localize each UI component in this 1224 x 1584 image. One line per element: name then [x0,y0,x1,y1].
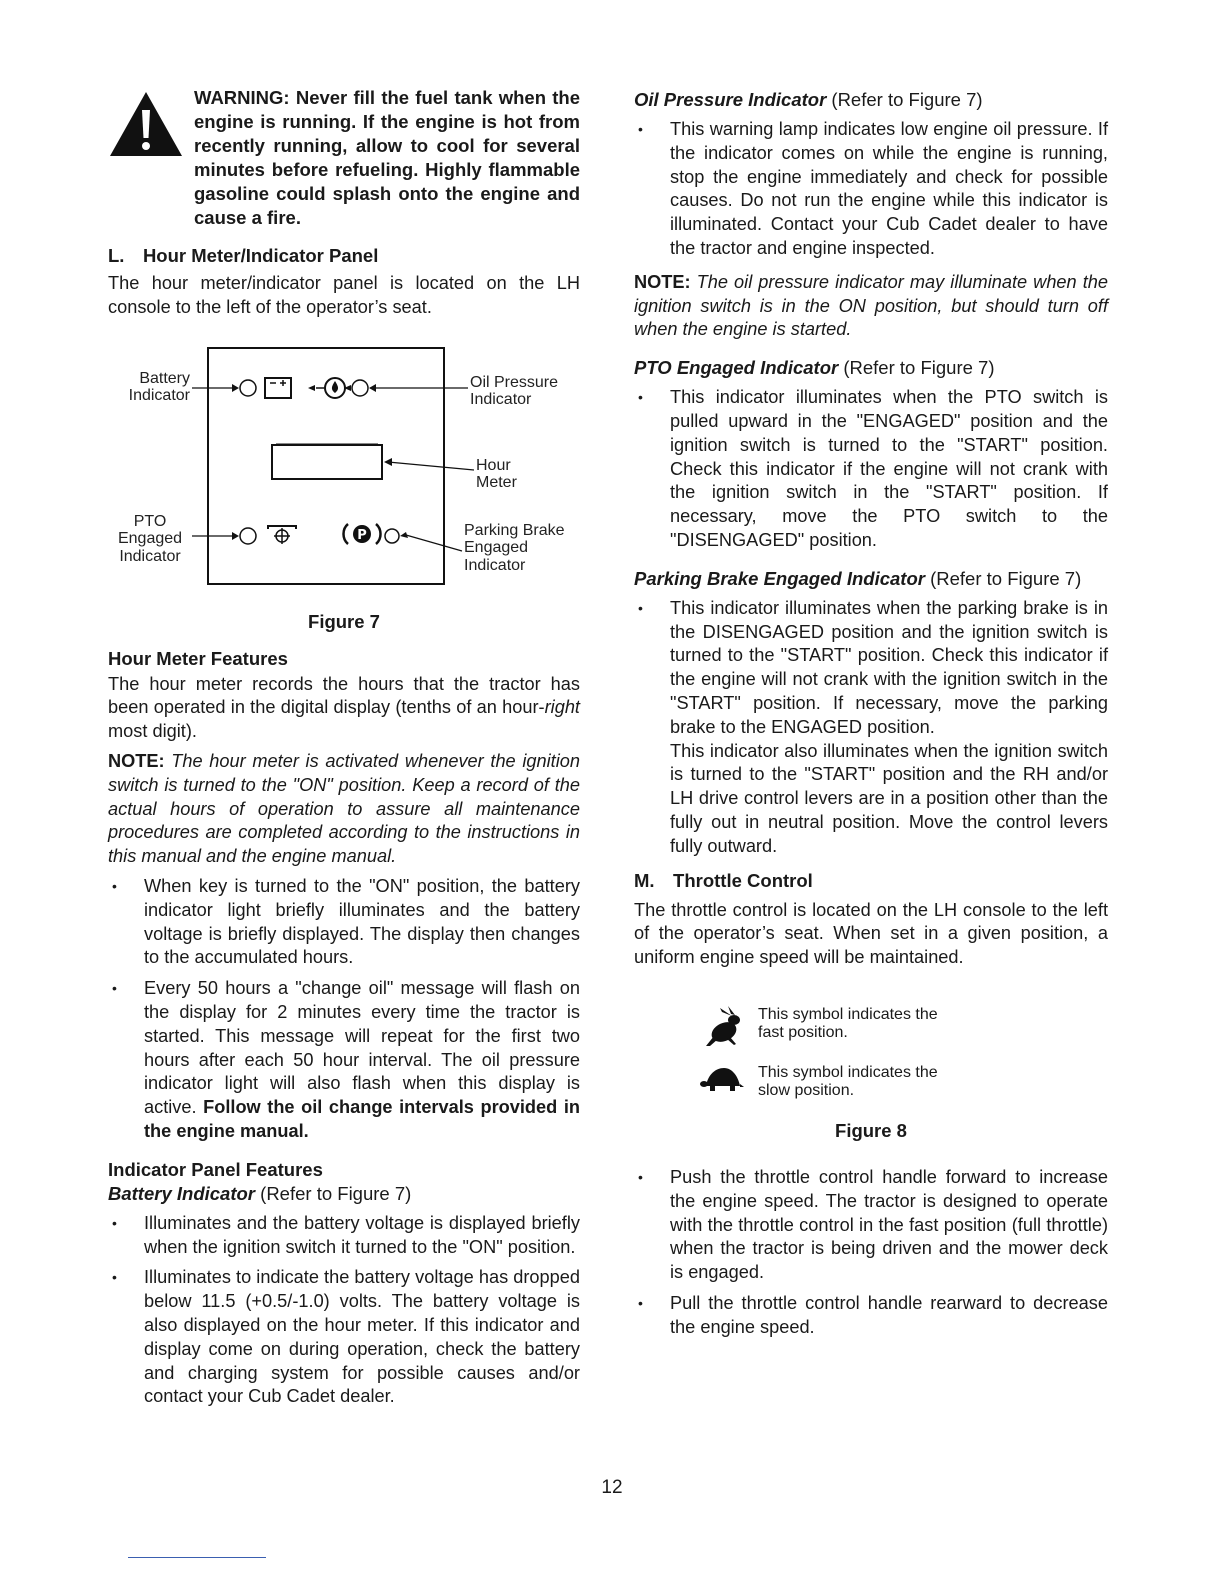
oil-pressure-note: NOTE: The oil pressure indicator may illuminate when the ignition switch is in the ON position, but should turn off when the engine is started. [634,271,1108,340]
oil-pressure-label: Oil Pressure Indicator [470,373,559,409]
section-l-heading: L. Hour Meter/Indicator Panel [108,245,379,266]
pto-engaged-label: PTO Engaged Indicator [117,512,183,565]
slow-symbol-text: This symbol indicates the slow position. [758,1063,938,1099]
figure-7-diagram [108,346,580,601]
indicator-panel-heading: Indicator Panel Features [108,1158,323,1180]
pto-bullets [634,386,1108,553]
section-m-heading: M. Throttle Control [634,869,813,891]
list-item: • Illuminates and the battery voltage is displayed briefly when the ignition switch it turned to the "ON" position. [108,1212,580,1260]
list-item: • This warning lamp indicates low engine oil pressure. If the indicator comes on while the engine is running, stop the engine immediately and check for possible causes. Do not run the engine while this indicator is illuminated. Contact your Cub Cadet dealer to have the tractor and engine inspected. [634,118,1108,261]
rabbit-icon [700,1006,744,1048]
fast-symbol-text: This symbol indicates the fast position. [758,1005,938,1041]
turtle-icon [700,1064,744,1094]
parking-brake-subhead: Parking Brake Engaged Indicator (Refer to Figure 7) [634,567,1082,589]
oil-pressure-subhead: Oil Pressure Indicator (Refer to Figure 7) [634,89,983,110]
list-item: • Push the throttle control handle forward to increase the engine speed. The tractor is designed to operate with the throttle control in the fast position (full throttle) when the tractor is being driven and the mower deck is engaged. [634,1166,1108,1285]
left-column [108,86,580,1409]
figure-8-caption: Figure 8 [835,1119,907,1141]
section-l-text: The hour meter/indicator panel is located on the LH console to the left of the operator’s seat. [108,273,580,317]
battery-indicator-label: Battery Indicator [128,369,190,405]
list-item: • Every 50 hours a "change oil" message will flash on the display for 2 minutes every time the tractor is started. This message will repeat for the first two hours after each 50 hour interval. The oil pressure indicator light will also flash when this display is active. Follow the oil change intervals provided in the engine manual. [108,977,580,1144]
parking-brake-label: Parking Brake Engaged Indicator [464,521,565,574]
svg-text:P: P [357,527,367,543]
oil-pressure-bullets [634,118,1108,261]
throttle-bullets [634,1166,1108,1340]
figure-7-caption: Figure 7 [308,610,380,632]
hour-meter-label: Hour Meter [476,456,517,492]
hour-meter-note: NOTE: The hour meter is activated whenever the ignition switch is turned to the "ON" position. Keep a record of the actual hours of operation to assure all maintenance procedures are completed according to the instructions in this manual and the engine manual. [108,750,580,867]
list-item: • Illuminates to indicate the battery voltage has dropped below 11.5 (+0.5/-1.0) volts. The battery voltage is also displayed on the hour meter. If this indicator and display come on during operation, check the battery and charging system for possible causes and/or contact your Cub Cadet dealer. [108,1266,580,1409]
section-m-text: The throttle control is located on the LH console to the left of the operator’s seat. When set in a given position, a uniform engine speed will be maintained. [634,899,1108,968]
list-item: • This indicator illuminates when the PTO switch is pulled upward in the "ENGAGED" position and the ignition switch is turned to the "START" position. Check this indicator if the engine will not crank with the ignition switch in the "START" position. If necessary, move the PTO switch to the "DISENGAGED" position. [634,386,1108,553]
slow-symbol-row [700,1064,1108,1100]
battery-indicator-bullets [108,1212,580,1409]
figure-8 [634,1006,1108,1142]
page-number: 12 [601,1477,623,1498]
warning-block [108,86,580,230]
warning-triangle-icon [108,90,184,160]
right-column [634,86,1108,1339]
footer-rule [128,1557,266,1558]
fast-symbol-row [700,1006,1108,1048]
pto-subhead: PTO Engaged Indicator (Refer to Figure 7) [634,357,995,379]
hour-meter-text: The hour meter records the hours that the tractor has been operated in the digital display (tenths of an hour-right most digit). [108,673,580,742]
list-item: • When key is turned to the "ON" position, the battery indicator light briefly illuminates and the battery voltage is briefly displayed. The display then changes to the accumulated hours. [108,875,580,970]
warning-text: WARNING: Never fill the fuel tank when the engine is running. If the engine is hot from recently running, allow to cool for several minutes before refueling. Highly flammable gasoline could splash onto the engine and cause a fire. [194,87,580,228]
parking-brake-bullets [634,597,1108,859]
list-item: • This indicator illuminates when the parking brake is in the DISENGAGED position and the ignition switch is turned to the "START" position. Check this indicator if the engine will not crank with the ignition switch in the "START" position. If necessary, move the parking brake to the ENGAGED position. This indicator also illuminates when the ignition switch is turned to the "START" position and the RH and/or LH drive control levers are in a position other than the fully out in neutral position. Move the control levers fully outward. [634,597,1108,859]
battery-indicator-subhead: Battery Indicator (Refer to Figure 7) [108,1182,412,1204]
hour-meter-bullets [108,875,580,1144]
hour-meter-heading: Hour Meter Features [108,647,288,669]
list-item: • Pull the throttle control handle rearward to decrease the engine speed. [634,1292,1108,1340]
